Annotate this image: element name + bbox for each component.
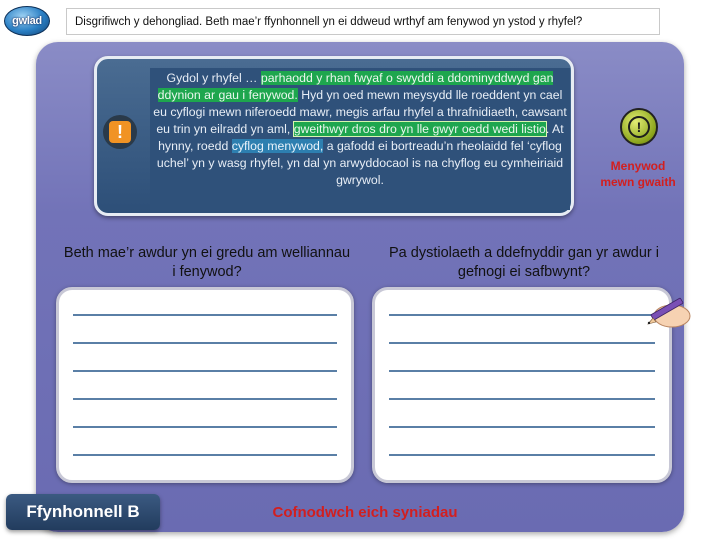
answer-line [389,314,655,316]
answer-box-right[interactable] [372,287,672,483]
answer-line [73,426,337,428]
source-text-segment: a gafodd ei bortreadu’n rheolaidd fel ‘cyflog uchel’ yn y wasg rhyfel, yn dal yn arwyddocaol is na chyflog eu cymheiriaid gwrywol. [156,139,564,187]
source-text-segment: parhaodd y rhan fwyaf o swyddi a ddominyddwyd gan ddynion ar gau i fenywod. [157,71,554,102]
answer-line [389,342,655,344]
exclamation-circle-icon: ! [620,108,658,146]
source-text-segment: gweithwyr dros dro yn lle gwyr oedd wedi listio [293,122,546,136]
answer-line [389,370,655,372]
source-text-segment: Gydol y rhyfel … [166,71,261,85]
answer-line [389,426,655,428]
instruction-text: Disgrifiwch y dehongliad. Beth mae’r ffynhonnell yn ei ddweud wrthyf am fenywod yn ystod y rhyfel? [75,15,583,28]
answer-line [73,342,337,344]
source-text-segment: . At hynny, roedd [158,122,564,153]
question-right: Pa dystiolaeth a ddefnyddir gan yr awdur i gefnogi ei safbwynt? [388,245,660,280]
source-tag: Ffynhonnell B [6,494,160,530]
exclamation-warning-icon: ! [103,115,137,149]
source-text-segment: cyflog menywod, [231,139,324,153]
answer-line [389,398,655,400]
footer-caption: Cofnodwch eich syniadau [272,504,458,521]
question-left: Beth mae’r awdur yn ei gredu am welliannau i fenywod? [63,245,351,280]
answer-line [73,398,337,400]
side-label: Menywod mewn gwaith [600,159,676,189]
answer-line [73,454,337,456]
answer-line [73,370,337,372]
answer-line [73,314,337,316]
source-text-segment: Hyd yn oed mewn meysydd lle roeddent yn cael eu cyflogi mewn niferoedd mawr, megis arfau rhyfel a thrafnidiaeth, cawsant eu trin yn eilradd yn aml, [153,88,567,136]
instruction-bar [66,8,660,35]
source-text [150,68,570,210]
logo-badge: gwlad [4,6,50,36]
answer-line [389,454,655,456]
pencil-hand-icon [644,292,694,332]
answer-box-left[interactable] [56,287,354,483]
